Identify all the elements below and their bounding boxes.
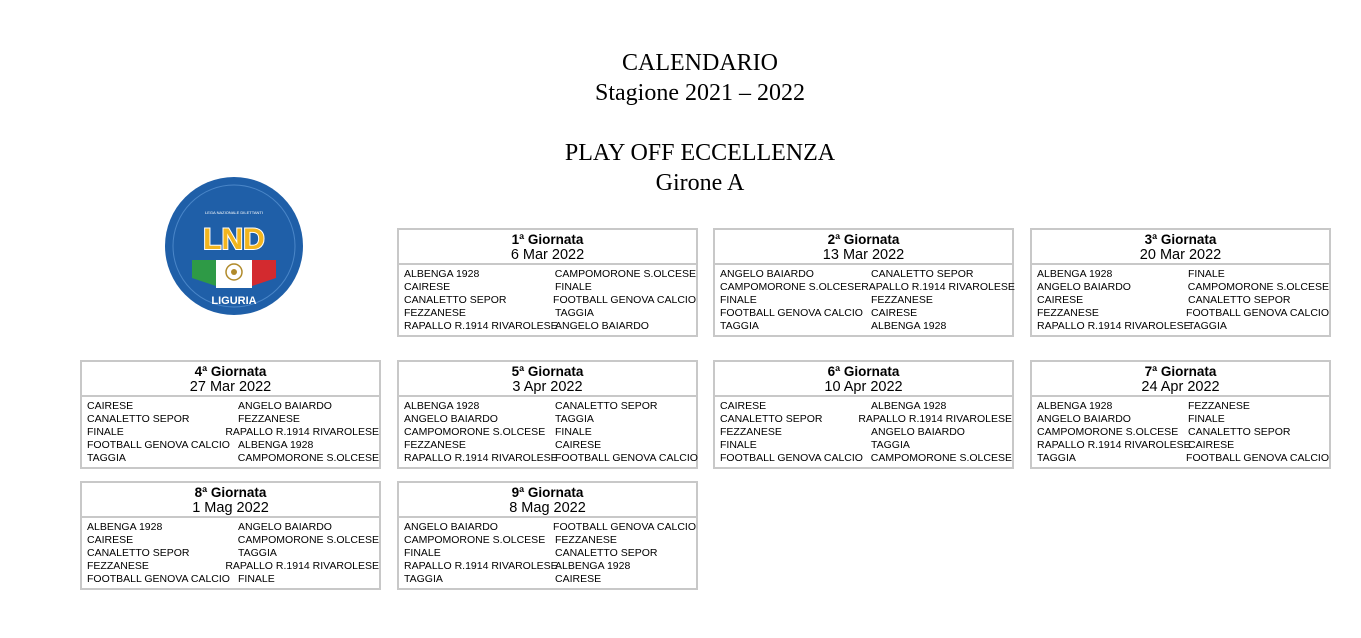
away-team: CANALETTO SEPOR — [871, 268, 974, 280]
round-card — [397, 360, 698, 469]
match-row — [404, 534, 696, 547]
home-team: ALBENGA 1928 — [87, 521, 163, 533]
away-team: CANALETTO SEPOR — [555, 400, 658, 412]
away-team: FOOTBALL GENOVA CALCIO — [555, 452, 698, 464]
match-row — [1037, 268, 1329, 281]
home-team: CANALETTO SEPOR — [87, 413, 190, 425]
home-team: ALBENGA 1928 — [404, 268, 480, 280]
away-team: FINALE — [1188, 268, 1225, 280]
match-row — [404, 294, 696, 307]
match-row — [404, 320, 696, 333]
away-team: CAIRESE — [871, 307, 918, 319]
match-row — [720, 400, 1012, 413]
away-team: FOOTBALL GENOVA CALCIO — [1186, 307, 1329, 319]
away-team: CAIRESE — [1188, 439, 1235, 451]
round-card — [80, 481, 381, 590]
lnd-liguria-logo — [164, 176, 304, 316]
match-row — [404, 439, 696, 452]
match-row — [404, 400, 696, 413]
match-row — [87, 426, 379, 439]
away-team: ANGELO BAIARDO — [871, 426, 965, 438]
group-name: Girone A — [655, 170, 745, 196]
match-row — [87, 521, 379, 534]
round-date: 20 Mar 2022 — [1139, 247, 1222, 263]
home-team: CAMPOMORONE S.OLCESE — [1037, 426, 1179, 438]
match-row — [1037, 426, 1329, 439]
match-row — [720, 439, 1012, 452]
round-date: 24 Apr 2022 — [1141, 379, 1220, 395]
match-row — [720, 413, 1012, 426]
match-row — [1037, 439, 1329, 452]
match-row — [404, 426, 696, 439]
round-date: 27 Mar 2022 — [189, 379, 272, 395]
round-header — [1032, 362, 1329, 397]
away-team: FEZZANESE — [238, 413, 300, 425]
round-date: 3 Apr 2022 — [512, 379, 583, 395]
away-team: RAPALLO R.1914 RIVAROLESE — [861, 281, 1015, 293]
match-row — [87, 573, 379, 586]
round-date: 10 Apr 2022 — [824, 379, 903, 395]
away-team: FEZZANESE — [555, 534, 617, 546]
round-header — [399, 362, 696, 397]
round-name: 2ª Giornata — [827, 232, 900, 247]
home-team: ANGELO BAIARDO — [720, 268, 814, 280]
away-team: FINALE — [1188, 413, 1225, 425]
away-team: ALBENGA 1928 — [871, 320, 947, 332]
away-team: FEZZANESE — [1188, 400, 1250, 412]
logo-lnd-text: LND — [203, 223, 265, 256]
away-team: FINALE — [555, 426, 592, 438]
match-list — [1032, 397, 1329, 467]
home-team: ALBENGA 1928 — [1037, 268, 1113, 280]
home-team: CANALETTO SEPOR — [87, 547, 190, 559]
round-card — [1030, 360, 1331, 469]
match-list — [399, 397, 696, 467]
home-team: CAIRESE — [720, 400, 767, 412]
away-team: ANGELO BAIARDO — [238, 521, 332, 533]
home-team: ANGELO BAIARDO — [1037, 413, 1131, 425]
round-name: 4ª Giornata — [194, 364, 267, 379]
match-list — [715, 265, 1015, 335]
home-team: CAIRESE — [1037, 294, 1084, 306]
away-team: CAMPOMORONE S.OLCESE — [237, 534, 379, 546]
home-team: CAMPOMORONE S.OLCESE — [720, 281, 862, 293]
match-row — [1037, 452, 1329, 465]
away-team: ANGELO BAIARDO — [555, 320, 649, 332]
round-date: 13 Mar 2022 — [822, 247, 905, 263]
home-team: FOOTBALL GENOVA CALCIO — [720, 307, 863, 319]
round-date: 8 Mag 2022 — [509, 500, 586, 516]
match-list — [82, 397, 379, 467]
home-team: CANALETTO SEPOR — [404, 294, 507, 306]
match-row — [87, 400, 379, 413]
round-card — [397, 228, 698, 337]
home-team: FINALE — [720, 439, 757, 451]
away-team: CANALETTO SEPOR — [1188, 426, 1291, 438]
match-row — [1037, 307, 1329, 320]
home-team: TAGGIA — [87, 452, 126, 464]
match-row — [404, 573, 696, 586]
round-date: 1 Mag 2022 — [192, 500, 269, 516]
away-team: CANALETTO SEPOR — [1188, 294, 1291, 306]
away-team: RAPALLO R.1914 RIVAROLESE — [225, 426, 379, 438]
home-team: FOOTBALL GENOVA CALCIO — [87, 439, 230, 451]
away-team: CAIRESE — [555, 573, 602, 585]
match-row — [87, 534, 379, 547]
match-row — [404, 413, 696, 426]
round-header — [715, 362, 1012, 397]
home-team: FEZZANESE — [404, 307, 466, 319]
away-team: ALBENGA 1928 — [871, 400, 947, 412]
calendar-title — [500, 48, 900, 108]
away-team: CANALETTO SEPOR — [555, 547, 658, 559]
home-team: FINALE — [720, 294, 757, 306]
round-header — [715, 230, 1012, 265]
match-row — [87, 439, 379, 452]
match-row — [720, 307, 1012, 320]
home-team: CANALETTO SEPOR — [720, 413, 823, 425]
away-team: TAGGIA — [555, 413, 594, 425]
home-team: FEZZANESE — [87, 560, 149, 572]
home-team: FEZZANESE — [1037, 307, 1099, 319]
match-list — [82, 518, 379, 588]
home-team: ANGELO BAIARDO — [1037, 281, 1131, 293]
away-team: FOOTBALL GENOVA CALCIO — [553, 521, 696, 533]
match-list — [399, 518, 696, 588]
competition-name: PLAY OFF ECCELLENZA — [564, 140, 836, 166]
round-name: 7ª Giornata — [1144, 364, 1217, 379]
home-team: RAPALLO R.1914 RIVAROLESE — [1037, 439, 1191, 451]
match-row — [404, 452, 696, 465]
logo-region-text: LIGURIA — [211, 295, 257, 307]
away-team: FINALE — [555, 281, 592, 293]
match-row — [720, 426, 1012, 439]
home-team: CAMPOMORONE S.OLCESE — [404, 426, 546, 438]
home-team: FEZZANESE — [404, 439, 466, 451]
home-team: ALBENGA 1928 — [1037, 400, 1113, 412]
home-team: CAIRESE — [404, 281, 451, 293]
competition-title — [500, 138, 900, 198]
home-team: CAIRESE — [87, 400, 134, 412]
away-team: CAMPOMORONE S.OLCESE — [237, 452, 379, 464]
match-row — [87, 413, 379, 426]
calendar-title-line: CALENDARIO — [622, 50, 778, 76]
match-row — [404, 547, 696, 560]
match-row — [1037, 413, 1329, 426]
match-row — [1037, 400, 1329, 413]
away-team: TAGGIA — [238, 547, 277, 559]
logo-ball-center — [231, 269, 237, 275]
match-row — [720, 268, 1012, 281]
match-list — [1032, 265, 1329, 335]
home-team: TAGGIA — [1037, 452, 1076, 464]
away-team: FINALE — [238, 573, 275, 585]
match-list — [715, 397, 1012, 467]
match-row — [87, 560, 379, 573]
match-row — [404, 281, 696, 294]
away-team: TAGGIA — [871, 439, 910, 451]
home-team: FOOTBALL GENOVA CALCIO — [720, 452, 863, 464]
round-card — [80, 360, 381, 469]
match-row — [87, 452, 379, 465]
round-name: 6ª Giornata — [827, 364, 900, 379]
round-name: 8ª Giornata — [194, 485, 267, 500]
away-team: ANGELO BAIARDO — [238, 400, 332, 412]
away-team: RAPALLO R.1914 RIVAROLESE — [858, 413, 1012, 425]
home-team: RAPALLO R.1914 RIVAROLESE — [404, 452, 558, 464]
match-row — [720, 281, 1015, 294]
away-team: CAIRESE — [555, 439, 602, 451]
round-card — [1030, 228, 1331, 337]
round-header — [399, 483, 696, 518]
away-team: CAMPOMORONE S.OLCESE — [870, 452, 1012, 464]
match-row — [1037, 320, 1329, 333]
home-team: TAGGIA — [404, 573, 443, 585]
round-name: 5ª Giornata — [511, 364, 584, 379]
away-team: FEZZANESE — [871, 294, 933, 306]
match-row — [720, 452, 1012, 465]
match-row — [720, 294, 1012, 307]
match-row — [87, 547, 379, 560]
home-team: ANGELO BAIARDO — [404, 521, 498, 533]
home-team: ANGELO BAIARDO — [404, 413, 498, 425]
home-team: RAPALLO R.1914 RIVAROLESE — [404, 320, 558, 332]
match-row — [1037, 294, 1329, 307]
away-team: CAMPOMORONE S.OLCESE — [1187, 281, 1329, 293]
round-name: 3ª Giornata — [1144, 232, 1217, 247]
match-row — [404, 521, 696, 534]
home-team: ALBENGA 1928 — [404, 400, 480, 412]
away-team: ALBENGA 1928 — [555, 560, 631, 572]
away-team: CAMPOMORONE S.OLCESE — [554, 268, 696, 280]
match-list — [399, 265, 696, 335]
logo-small-text: LEGA NAZIONALE DILETTANTI — [205, 210, 263, 215]
round-card — [713, 228, 1014, 337]
home-team: RAPALLO R.1914 RIVAROLESE — [404, 560, 558, 572]
round-name: 9ª Giornata — [511, 485, 584, 500]
home-team: FINALE — [404, 547, 441, 559]
home-team: FINALE — [87, 426, 124, 438]
round-card — [397, 481, 698, 590]
match-row — [720, 320, 1012, 333]
round-card — [713, 360, 1014, 469]
match-row — [404, 307, 696, 320]
home-team: CAMPOMORONE S.OLCESE — [404, 534, 546, 546]
away-team: TAGGIA — [555, 307, 594, 319]
match-row — [1037, 281, 1329, 294]
home-team: CAIRESE — [87, 534, 134, 546]
round-name: 1ª Giornata — [511, 232, 584, 247]
round-header — [82, 483, 379, 518]
home-team: FEZZANESE — [720, 426, 782, 438]
home-team: RAPALLO R.1914 RIVAROLESE — [1037, 320, 1191, 332]
season-line: Stagione 2021 – 2022 — [595, 80, 805, 106]
round-date: 6 Mar 2022 — [510, 247, 585, 263]
away-team: TAGGIA — [1188, 320, 1227, 332]
away-team: RAPALLO R.1914 RIVAROLESE — [225, 560, 379, 572]
away-team: ALBENGA 1928 — [238, 439, 314, 451]
round-header — [399, 230, 696, 265]
away-team: FOOTBALL GENOVA CALCIO — [553, 294, 696, 306]
match-row — [404, 560, 696, 573]
round-header — [82, 362, 379, 397]
home-team: FOOTBALL GENOVA CALCIO — [87, 573, 230, 585]
home-team: TAGGIA — [720, 320, 759, 332]
away-team: FOOTBALL GENOVA CALCIO — [1186, 452, 1329, 464]
round-header — [1032, 230, 1329, 265]
match-row — [404, 268, 696, 281]
